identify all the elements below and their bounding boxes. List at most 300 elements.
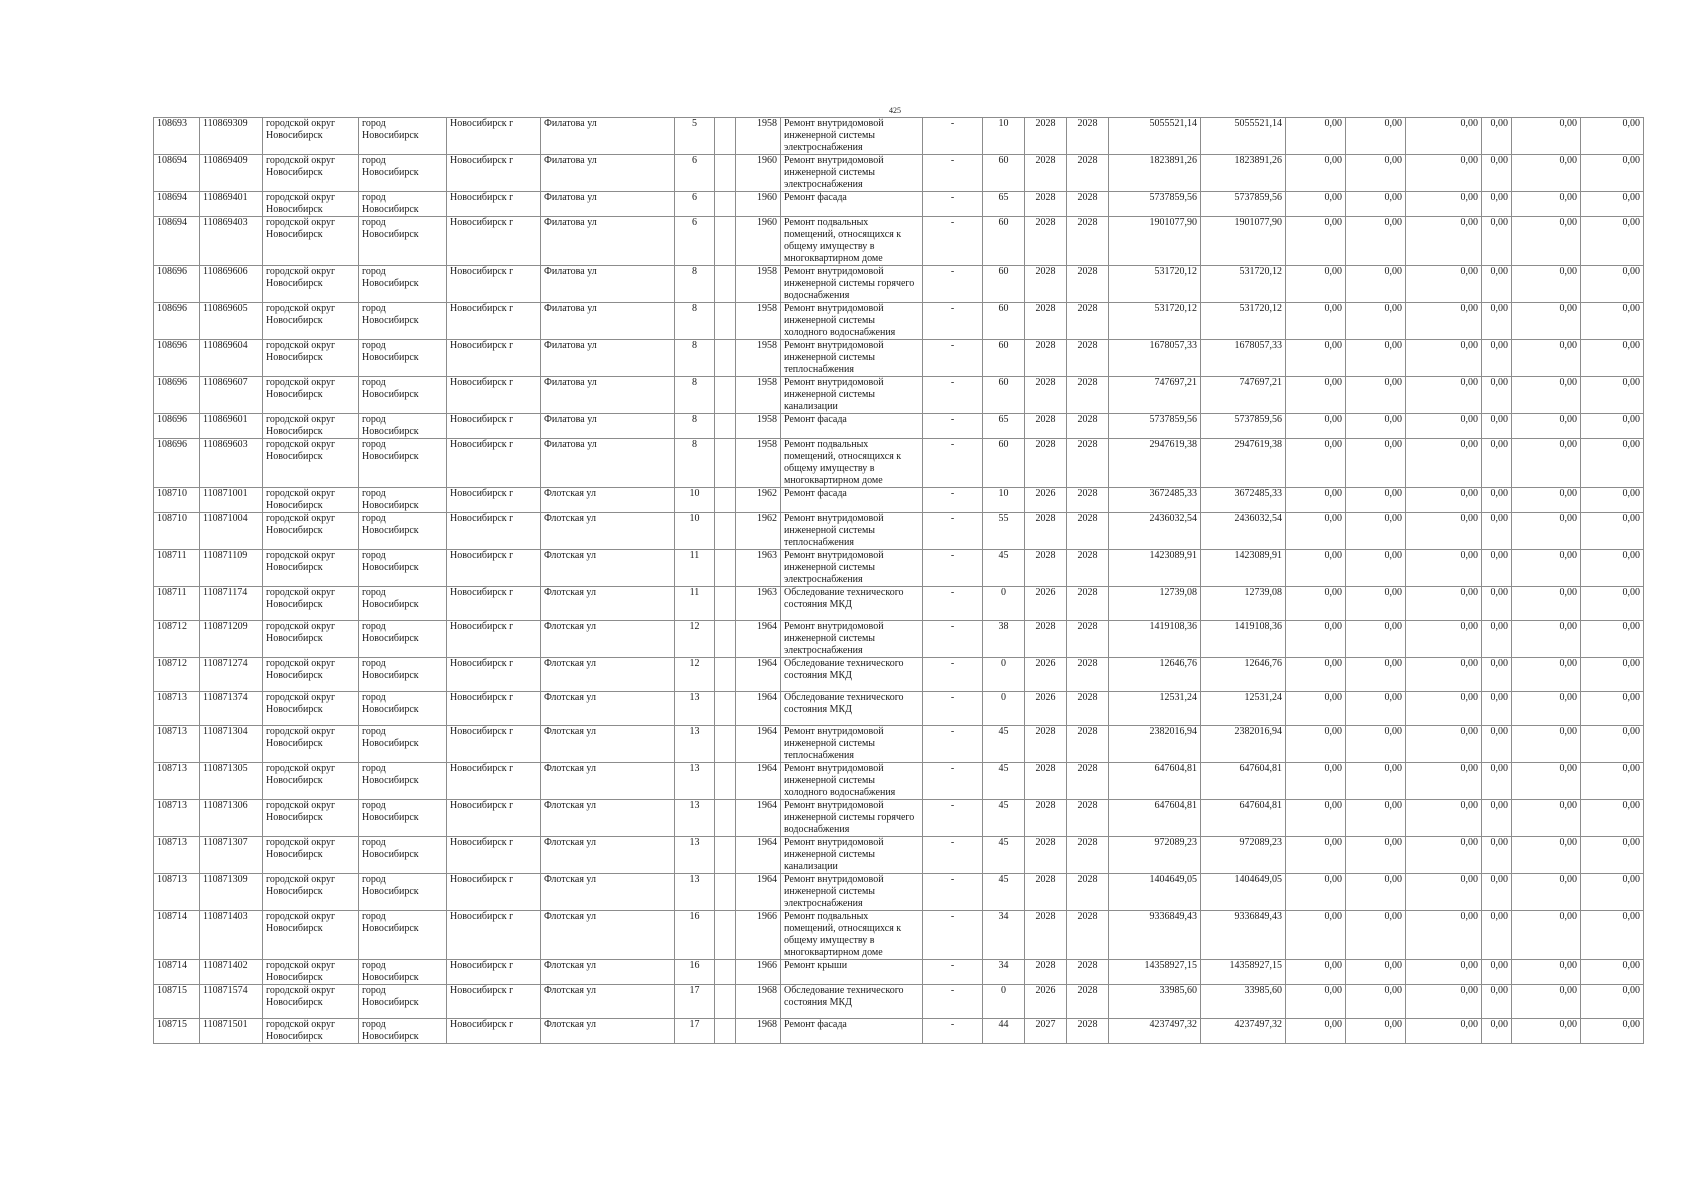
cell-building [715, 726, 736, 763]
cell-street: Флотская ул [541, 960, 675, 985]
cell-fund-5: 0,00 [1512, 340, 1581, 377]
cell-fund-2: 0,00 [1346, 303, 1406, 340]
cell-work-code: 110871274 [200, 658, 263, 692]
cell-plan-year-from: 2028 [1025, 763, 1067, 800]
cell-cost-total: 33985,60 [1109, 985, 1201, 1019]
cell-plan-year-from: 2028 [1025, 874, 1067, 911]
cell-fund-2: 0,00 [1346, 621, 1406, 658]
cell-street: Флотская ул [541, 513, 675, 550]
cell-row-id: 108714 [154, 960, 200, 985]
cell-fund-1: 0,00 [1286, 800, 1346, 837]
cell-building [715, 303, 736, 340]
cell-fund-6: 0,00 [1581, 550, 1644, 587]
cell-plan-year-to: 2028 [1067, 192, 1109, 217]
cell-build-year: 1963 [736, 550, 781, 587]
cell-locality: Новосибирск г [447, 377, 541, 414]
cell-build-year: 1960 [736, 192, 781, 217]
cell-unit: - [923, 303, 983, 340]
cell-district: городской округ Новосибирск [263, 800, 359, 837]
cell-fund-2: 0,00 [1346, 550, 1406, 587]
table-row [154, 488, 1644, 513]
cell-unit: - [923, 550, 983, 587]
cell-plan-year-to: 2028 [1067, 1019, 1109, 1044]
cell-street: Филатова ул [541, 303, 675, 340]
cell-plan-year-to: 2028 [1067, 155, 1109, 192]
cell-cost-total: 647604,81 [1109, 763, 1201, 800]
cell-fund-1: 0,00 [1286, 985, 1346, 1019]
cell-cost-fund: 647604,81 [1201, 800, 1286, 837]
cell-fund-4: 0,00 [1482, 985, 1512, 1019]
cell-fund-1: 0,00 [1286, 439, 1346, 488]
cell-plan-year-to: 2028 [1067, 118, 1109, 155]
cell-work-code: 110871374 [200, 692, 263, 726]
cell-fund-1: 0,00 [1286, 658, 1346, 692]
cell-row-id: 108711 [154, 550, 200, 587]
cell-work-type: Ремонт крыши [781, 960, 923, 985]
cell-wear-percent: 45 [983, 837, 1025, 874]
cell-fund-3: 0,00 [1406, 303, 1482, 340]
cell-street: Флотская ул [541, 587, 675, 621]
cell-locality: Новосибирск г [447, 960, 541, 985]
cell-fund-1: 0,00 [1286, 488, 1346, 513]
cell-wear-percent: 60 [983, 155, 1025, 192]
cell-row-id: 108713 [154, 874, 200, 911]
cell-fund-3: 0,00 [1406, 488, 1482, 513]
cell-unit: - [923, 658, 983, 692]
page-number: 425 [889, 106, 901, 115]
table-row [154, 874, 1644, 911]
cell-fund-5: 0,00 [1512, 303, 1581, 340]
cell-work-type: Обследование технического состояния МКД [781, 692, 923, 726]
cell-cost-fund: 5055521,14 [1201, 118, 1286, 155]
cell-fund-6: 0,00 [1581, 985, 1644, 1019]
cell-cost-fund: 1823891,26 [1201, 155, 1286, 192]
cell-house-number: 8 [675, 439, 715, 488]
cell-fund-5: 0,00 [1512, 414, 1581, 439]
table-row [154, 118, 1644, 155]
cell-fund-5: 0,00 [1512, 266, 1581, 303]
cell-locality: Новосибирск г [447, 658, 541, 692]
cell-fund-3: 0,00 [1406, 513, 1482, 550]
cell-work-code: 110869607 [200, 377, 263, 414]
cell-wear-percent: 45 [983, 874, 1025, 911]
table-body [154, 118, 1644, 1044]
cell-city: город Новосибирск [359, 985, 447, 1019]
cell-work-type: Ремонт внутридомовой инженерной системы холодного водоснабжения [781, 763, 923, 800]
cell-fund-2: 0,00 [1346, 874, 1406, 911]
cell-house-number: 13 [675, 874, 715, 911]
cell-fund-3: 0,00 [1406, 192, 1482, 217]
cell-row-id: 108715 [154, 1019, 200, 1044]
cell-locality: Новосибирск г [447, 874, 541, 911]
cell-fund-2: 0,00 [1346, 377, 1406, 414]
cell-wear-percent: 60 [983, 303, 1025, 340]
cell-unit: - [923, 118, 983, 155]
cell-fund-1: 0,00 [1286, 266, 1346, 303]
cell-work-type: Ремонт внутридомовой инженерной системы теплоснабжения [781, 340, 923, 377]
cell-plan-year-to: 2028 [1067, 960, 1109, 985]
cell-work-type: Ремонт внутридомовой инженерной системы теплоснабжения [781, 513, 923, 550]
cell-fund-1: 0,00 [1286, 763, 1346, 800]
cell-building [715, 439, 736, 488]
cell-district: городской округ Новосибирск [263, 155, 359, 192]
cell-row-id: 108696 [154, 303, 200, 340]
cell-fund-1: 0,00 [1286, 303, 1346, 340]
cell-fund-1: 0,00 [1286, 960, 1346, 985]
table-row [154, 340, 1644, 377]
cell-row-id: 108712 [154, 658, 200, 692]
cell-cost-fund: 4237497,32 [1201, 1019, 1286, 1044]
cell-cost-total: 5737859,56 [1109, 192, 1201, 217]
cell-row-id: 108696 [154, 377, 200, 414]
cell-work-type: Ремонт внутридомовой инженерной системы электроснабжения [781, 874, 923, 911]
cell-city: город Новосибирск [359, 911, 447, 960]
cell-district: городской округ Новосибирск [263, 692, 359, 726]
cell-unit: - [923, 800, 983, 837]
cell-work-code: 110869403 [200, 217, 263, 266]
cell-locality: Новосибирск г [447, 911, 541, 960]
cell-fund-4: 0,00 [1482, 488, 1512, 513]
cell-city: город Новосибирск [359, 266, 447, 303]
cell-unit: - [923, 837, 983, 874]
cell-city: город Новосибирск [359, 340, 447, 377]
cell-wear-percent: 60 [983, 217, 1025, 266]
cell-city: город Новосибирск [359, 377, 447, 414]
cell-fund-5: 0,00 [1512, 960, 1581, 985]
cell-city: город Новосибирск [359, 960, 447, 985]
cell-fund-4: 0,00 [1482, 340, 1512, 377]
cell-district: городской округ Новосибирск [263, 118, 359, 155]
cell-cost-total: 531720,12 [1109, 303, 1201, 340]
cell-city: город Новосибирск [359, 587, 447, 621]
cell-fund-4: 0,00 [1482, 800, 1512, 837]
cell-fund-5: 0,00 [1512, 985, 1581, 1019]
cell-plan-year-from: 2028 [1025, 513, 1067, 550]
cell-plan-year-from: 2028 [1025, 726, 1067, 763]
cell-work-code: 110871309 [200, 874, 263, 911]
cell-fund-6: 0,00 [1581, 763, 1644, 800]
cell-fund-4: 0,00 [1482, 550, 1512, 587]
cell-district: городской округ Новосибирск [263, 587, 359, 621]
cell-plan-year-from: 2028 [1025, 303, 1067, 340]
cell-building [715, 985, 736, 1019]
cell-row-id: 108696 [154, 439, 200, 488]
cell-fund-3: 0,00 [1406, 155, 1482, 192]
cell-building [715, 513, 736, 550]
cell-work-type: Обследование технического состояния МКД [781, 658, 923, 692]
cell-fund-6: 0,00 [1581, 621, 1644, 658]
cell-row-id: 108696 [154, 340, 200, 377]
cell-fund-1: 0,00 [1286, 726, 1346, 763]
cell-fund-6: 0,00 [1581, 118, 1644, 155]
cell-fund-6: 0,00 [1581, 377, 1644, 414]
cell-unit: - [923, 763, 983, 800]
cell-row-id: 108694 [154, 155, 200, 192]
cell-fund-1: 0,00 [1286, 192, 1346, 217]
cell-house-number: 12 [675, 621, 715, 658]
cell-city: город Новосибирск [359, 837, 447, 874]
cell-fund-1: 0,00 [1286, 377, 1346, 414]
cell-work-type: Ремонт фасада [781, 1019, 923, 1044]
cell-plan-year-from: 2028 [1025, 439, 1067, 488]
cell-plan-year-to: 2028 [1067, 488, 1109, 513]
cell-district: городской округ Новосибирск [263, 217, 359, 266]
cell-fund-5: 0,00 [1512, 513, 1581, 550]
cell-wear-percent: 0 [983, 658, 1025, 692]
cell-fund-6: 0,00 [1581, 192, 1644, 217]
cell-fund-5: 0,00 [1512, 874, 1581, 911]
cell-plan-year-from: 2026 [1025, 587, 1067, 621]
cell-district: городской округ Новосибирск [263, 488, 359, 513]
cell-cost-total: 9336849,43 [1109, 911, 1201, 960]
cell-fund-2: 0,00 [1346, 726, 1406, 763]
cell-locality: Новосибирск г [447, 439, 541, 488]
cell-street: Филатова ул [541, 377, 675, 414]
cell-plan-year-to: 2028 [1067, 550, 1109, 587]
cell-cost-fund: 972089,23 [1201, 837, 1286, 874]
cell-build-year: 1958 [736, 118, 781, 155]
table-row [154, 513, 1644, 550]
cell-wear-percent: 34 [983, 960, 1025, 985]
cell-fund-2: 0,00 [1346, 1019, 1406, 1044]
cell-fund-4: 0,00 [1482, 155, 1512, 192]
cell-house-number: 8 [675, 377, 715, 414]
cell-district: городской округ Новосибирск [263, 985, 359, 1019]
cell-fund-5: 0,00 [1512, 621, 1581, 658]
cell-cost-total: 647604,81 [1109, 800, 1201, 837]
cell-fund-3: 0,00 [1406, 985, 1482, 1019]
cell-work-type: Ремонт внутридомовой инженерной системы электроснабжения [781, 155, 923, 192]
cell-row-id: 108712 [154, 621, 200, 658]
cell-work-code: 110871305 [200, 763, 263, 800]
cell-fund-3: 0,00 [1406, 911, 1482, 960]
cell-street: Филатова ул [541, 155, 675, 192]
cell-work-code: 110869601 [200, 414, 263, 439]
cell-building [715, 192, 736, 217]
cell-work-code: 110871574 [200, 985, 263, 1019]
cell-district: городской округ Новосибирск [263, 414, 359, 439]
cell-cost-fund: 1901077,90 [1201, 217, 1286, 266]
cell-cost-fund: 33985,60 [1201, 985, 1286, 1019]
cell-district: городской округ Новосибирск [263, 377, 359, 414]
cell-fund-1: 0,00 [1286, 217, 1346, 266]
cell-locality: Новосибирск г [447, 587, 541, 621]
cell-district: городской округ Новосибирск [263, 266, 359, 303]
cell-cost-total: 5055521,14 [1109, 118, 1201, 155]
cell-cost-total: 972089,23 [1109, 837, 1201, 874]
cell-house-number: 12 [675, 658, 715, 692]
cell-fund-4: 0,00 [1482, 1019, 1512, 1044]
cell-house-number: 13 [675, 726, 715, 763]
cell-locality: Новосибирск г [447, 800, 541, 837]
cell-house-number: 11 [675, 550, 715, 587]
cell-house-number: 11 [675, 587, 715, 621]
cell-fund-2: 0,00 [1346, 763, 1406, 800]
cell-work-type: Ремонт фасада [781, 488, 923, 513]
table-row [154, 266, 1644, 303]
cell-fund-4: 0,00 [1482, 439, 1512, 488]
cell-fund-5: 0,00 [1512, 550, 1581, 587]
cell-build-year: 1962 [736, 488, 781, 513]
cell-build-year: 1964 [736, 621, 781, 658]
cell-fund-5: 0,00 [1512, 658, 1581, 692]
cell-plan-year-from: 2026 [1025, 488, 1067, 513]
cell-district: городской округ Новосибирск [263, 911, 359, 960]
cell-fund-5: 0,00 [1512, 692, 1581, 726]
cell-locality: Новосибирск г [447, 513, 541, 550]
cell-fund-2: 0,00 [1346, 439, 1406, 488]
cell-city: город Новосибирск [359, 550, 447, 587]
cell-row-id: 108710 [154, 488, 200, 513]
table-row [154, 155, 1644, 192]
cell-locality: Новосибирск г [447, 155, 541, 192]
cell-fund-3: 0,00 [1406, 1019, 1482, 1044]
cell-row-id: 108713 [154, 692, 200, 726]
cell-fund-4: 0,00 [1482, 692, 1512, 726]
cell-fund-2: 0,00 [1346, 414, 1406, 439]
cell-district: городской округ Новосибирск [263, 837, 359, 874]
cell-work-type: Ремонт внутридомовой инженерной системы горячего водоснабжения [781, 266, 923, 303]
cell-work-code: 110871403 [200, 911, 263, 960]
cell-street: Флотская ул [541, 658, 675, 692]
cell-work-type: Ремонт внутридомовой инженерной системы электроснабжения [781, 118, 923, 155]
cell-fund-1: 0,00 [1286, 692, 1346, 726]
cell-cost-fund: 5737859,56 [1201, 414, 1286, 439]
cell-cost-fund: 2436032,54 [1201, 513, 1286, 550]
cell-locality: Новосибирск г [447, 192, 541, 217]
cell-build-year: 1968 [736, 1019, 781, 1044]
cell-fund-2: 0,00 [1346, 217, 1406, 266]
cell-work-code: 110871004 [200, 513, 263, 550]
cell-locality: Новосибирск г [447, 217, 541, 266]
cell-wear-percent: 45 [983, 800, 1025, 837]
cell-unit: - [923, 587, 983, 621]
cell-street: Флотская ул [541, 837, 675, 874]
cell-unit: - [923, 192, 983, 217]
table-row [154, 800, 1644, 837]
cell-fund-6: 0,00 [1581, 837, 1644, 874]
cell-locality: Новосибирск г [447, 1019, 541, 1044]
cell-fund-6: 0,00 [1581, 874, 1644, 911]
cell-cost-total: 1823891,26 [1109, 155, 1201, 192]
cell-work-code: 110869409 [200, 155, 263, 192]
cell-wear-percent: 55 [983, 513, 1025, 550]
cell-cost-fund: 2947619,38 [1201, 439, 1286, 488]
cell-locality: Новосибирск г [447, 726, 541, 763]
cell-building [715, 155, 736, 192]
cell-plan-year-to: 2028 [1067, 800, 1109, 837]
cell-fund-4: 0,00 [1482, 414, 1512, 439]
cell-plan-year-from: 2026 [1025, 692, 1067, 726]
cell-locality: Новосибирск г [447, 340, 541, 377]
cell-cost-fund: 647604,81 [1201, 763, 1286, 800]
cell-plan-year-to: 2028 [1067, 726, 1109, 763]
cell-street: Филатова ул [541, 414, 675, 439]
cell-build-year: 1964 [736, 837, 781, 874]
cell-district: городской округ Новосибирск [263, 726, 359, 763]
cell-plan-year-from: 2028 [1025, 155, 1067, 192]
cell-street: Флотская ул [541, 911, 675, 960]
cell-fund-6: 0,00 [1581, 340, 1644, 377]
cell-building [715, 340, 736, 377]
cell-fund-3: 0,00 [1406, 439, 1482, 488]
cell-fund-1: 0,00 [1286, 118, 1346, 155]
cell-street: Флотская ул [541, 621, 675, 658]
cell-work-code: 110871501 [200, 1019, 263, 1044]
cell-street: Филатова ул [541, 340, 675, 377]
cell-row-id: 108694 [154, 217, 200, 266]
cell-fund-4: 0,00 [1482, 513, 1512, 550]
cell-district: городской округ Новосибирск [263, 874, 359, 911]
cell-building [715, 414, 736, 439]
cell-house-number: 5 [675, 118, 715, 155]
cell-wear-percent: 34 [983, 911, 1025, 960]
table-row [154, 658, 1644, 692]
cell-locality: Новосибирск г [447, 414, 541, 439]
table-row [154, 192, 1644, 217]
cell-city: город Новосибирск [359, 439, 447, 488]
cell-street: Флотская ул [541, 692, 675, 726]
cell-fund-6: 0,00 [1581, 513, 1644, 550]
cell-unit: - [923, 621, 983, 658]
cell-city: город Новосибирск [359, 874, 447, 911]
cell-plan-year-to: 2028 [1067, 621, 1109, 658]
cell-plan-year-to: 2028 [1067, 874, 1109, 911]
cell-fund-6: 0,00 [1581, 217, 1644, 266]
cell-fund-2: 0,00 [1346, 985, 1406, 1019]
cell-building [715, 911, 736, 960]
cell-cost-fund: 12531,24 [1201, 692, 1286, 726]
cell-fund-3: 0,00 [1406, 217, 1482, 266]
cell-fund-2: 0,00 [1346, 488, 1406, 513]
cell-fund-2: 0,00 [1346, 118, 1406, 155]
cell-wear-percent: 60 [983, 266, 1025, 303]
table-row [154, 550, 1644, 587]
cell-row-id: 108696 [154, 266, 200, 303]
cell-fund-5: 0,00 [1512, 837, 1581, 874]
cell-fund-2: 0,00 [1346, 911, 1406, 960]
cell-district: городской округ Новосибирск [263, 513, 359, 550]
cell-unit: - [923, 414, 983, 439]
cell-building [715, 488, 736, 513]
cell-fund-5: 0,00 [1512, 763, 1581, 800]
cell-city: город Новосибирск [359, 217, 447, 266]
table-row [154, 217, 1644, 266]
cell-building [715, 692, 736, 726]
cell-locality: Новосибирск г [447, 266, 541, 303]
cell-fund-4: 0,00 [1482, 763, 1512, 800]
cell-fund-4: 0,00 [1482, 303, 1512, 340]
cell-fund-5: 0,00 [1512, 192, 1581, 217]
cell-fund-4: 0,00 [1482, 726, 1512, 763]
cell-fund-1: 0,00 [1286, 155, 1346, 192]
cell-work-code: 110869606 [200, 266, 263, 303]
cell-plan-year-to: 2028 [1067, 439, 1109, 488]
cell-work-type: Ремонт внутридомовой инженерной системы электроснабжения [781, 621, 923, 658]
cell-fund-1: 0,00 [1286, 550, 1346, 587]
cell-unit: - [923, 960, 983, 985]
cell-unit: - [923, 692, 983, 726]
cell-unit: - [923, 726, 983, 763]
cell-house-number: 8 [675, 266, 715, 303]
cell-fund-6: 0,00 [1581, 726, 1644, 763]
cell-street: Флотская ул [541, 874, 675, 911]
cell-fund-3: 0,00 [1406, 692, 1482, 726]
cell-fund-2: 0,00 [1346, 692, 1406, 726]
cell-fund-4: 0,00 [1482, 192, 1512, 217]
cell-build-year: 1958 [736, 266, 781, 303]
cell-build-year: 1964 [736, 726, 781, 763]
